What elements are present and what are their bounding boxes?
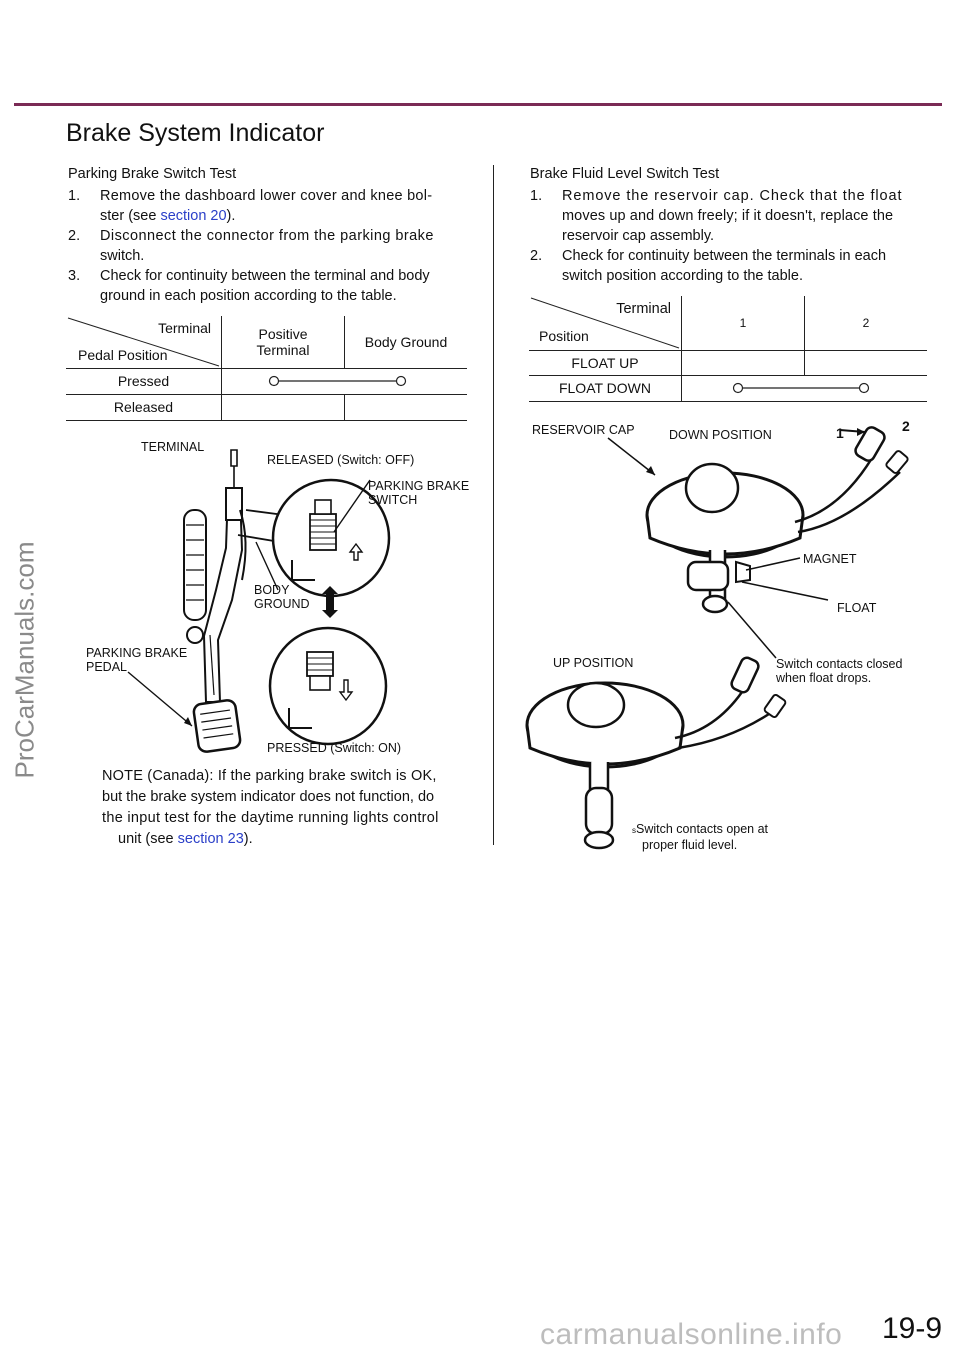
row-label-float-down: FLOAT DOWN — [529, 375, 682, 401]
float-label: FLOAT — [837, 601, 877, 615]
row-label-pressed: Pressed — [66, 368, 222, 394]
step-text: ground in each position according to the table. — [100, 288, 397, 304]
terminal-2-label: 2 — [902, 418, 910, 434]
step-text: ster (see — [100, 208, 161, 224]
left-step-3 — [68, 266, 468, 306]
parking-brake-continuity-table — [66, 316, 467, 421]
step-text: ). — [226, 208, 236, 224]
label-line: Switch contacts closed — [776, 657, 903, 671]
header-rule — [14, 103, 942, 106]
reservoir-cap-illustration — [510, 410, 930, 860]
magnet-label: MAGNET — [803, 552, 857, 566]
right-step-1 — [530, 186, 928, 246]
section-23-link[interactable]: section 23 — [177, 831, 244, 847]
row-label-released: Released — [66, 394, 222, 420]
step-text: moves up and down freely; if it doesn't, replace the — [562, 208, 894, 224]
continuity-symbol — [268, 374, 418, 388]
table-corner-cell — [529, 296, 682, 350]
col-header-terminal-2: 2 — [805, 296, 928, 350]
step-text: switch. — [100, 248, 145, 264]
corner-bottom-label: Position — [539, 327, 589, 344]
side-watermark — [10, 400, 40, 920]
note-line: ). — [243, 831, 253, 847]
label-line: PARKING BRAKE — [368, 479, 470, 493]
page-number: 19-9 — [881, 1312, 942, 1345]
down-position-label: DOWN POSITION — [669, 428, 772, 442]
reservoir-cap-label: RESERVOIR CAP — [532, 423, 635, 437]
corner-top-label: Terminal — [616, 301, 671, 317]
bottom-watermark: carmanualsonline.info — [540, 1318, 843, 1351]
step-text: Remove the reservoir cap. Check that the float — [562, 188, 903, 204]
step-number: 2. — [68, 228, 81, 244]
parking-brake-subtitle: Parking Brake Switch Test — [68, 166, 237, 182]
pressed-label: PRESSED (Switch: ON) — [267, 741, 402, 755]
empty-cell — [805, 350, 928, 375]
corner-bottom-label: Pedal Position — [78, 346, 168, 363]
step-text: reservoir cap assembly. — [562, 228, 715, 244]
page-title: Brake System Indicator — [66, 119, 325, 147]
parking-brake-pedal-label — [86, 646, 187, 674]
step-number: 1. — [68, 188, 81, 204]
step-text: Disconnect the connector from the parking brake — [100, 228, 434, 244]
corner-top-label: Terminal — [158, 320, 211, 336]
note-line: but the brake system indicator does not function, do — [102, 789, 435, 805]
left-step-1 — [68, 186, 468, 226]
continuity-cell — [682, 375, 928, 401]
parking-brake-switch-label — [368, 479, 469, 507]
col-header-positive-terminal — [222, 316, 345, 368]
released-label: RELEASED (Switch: OFF) — [267, 453, 415, 467]
step-number: 3. — [68, 268, 81, 284]
col-header-line: Positive — [258, 325, 308, 342]
side-watermark-text: ProCarManuals.com — [9, 541, 40, 779]
label-line: SWITCH — [368, 493, 418, 507]
step-text: Remove the dashboard lower cover and knee bol- — [100, 188, 433, 204]
label-line: GROUND — [254, 597, 310, 611]
fluid-level-subtitle: Brake Fluid Level Switch Test — [530, 166, 720, 182]
note-line: unit (see — [118, 831, 178, 847]
column-divider — [493, 165, 494, 845]
label-line: BODY — [254, 583, 290, 597]
contacts-open-label — [632, 822, 768, 852]
body-ground-label — [254, 583, 310, 611]
continuity-symbol — [732, 381, 882, 395]
step-number: 1. — [530, 188, 543, 204]
note-line: NOTE (Canada): If the parking brake switch is OK, — [102, 768, 437, 784]
canada-note — [102, 766, 466, 850]
col-header-terminal-1: 1 — [682, 296, 805, 350]
section-20-link[interactable]: section 20 — [160, 208, 227, 224]
empty-cell — [682, 350, 805, 375]
terminal-label: TERMINAL — [141, 440, 205, 454]
step-text: Check for continuity between the terminals in each — [562, 248, 887, 264]
label-prefix: s — [632, 826, 636, 835]
fluid-level-continuity-table — [529, 296, 927, 402]
up-position-label: UP POSITION — [553, 656, 634, 670]
table-corner-cell — [66, 316, 222, 368]
note-line: the input test for the daytime running lights control — [102, 810, 439, 826]
empty-cell — [345, 394, 468, 420]
right-step-2 — [530, 246, 928, 286]
empty-cell — [222, 394, 345, 420]
label-line: PEDAL — [86, 660, 127, 674]
terminal-1-label: 1 — [836, 425, 844, 441]
step-number: 2. — [530, 248, 543, 264]
label-line: Switch contacts open at — [636, 822, 769, 836]
col-header-body-ground: Body Ground — [345, 316, 468, 368]
label-line: proper fluid level. — [642, 838, 738, 852]
step-text: Check for continuity between the terminal and body — [100, 268, 430, 284]
continuity-cell — [222, 368, 468, 394]
label-line: PARKING BRAKE — [86, 646, 188, 660]
col-header-line: Terminal — [256, 341, 310, 358]
label-line: when float drops. — [776, 671, 872, 685]
contacts-closed-label — [776, 657, 902, 685]
step-text: switch position according to the table. — [562, 268, 803, 284]
row-label-float-up: FLOAT UP — [529, 350, 682, 375]
left-step-2 — [68, 226, 468, 266]
